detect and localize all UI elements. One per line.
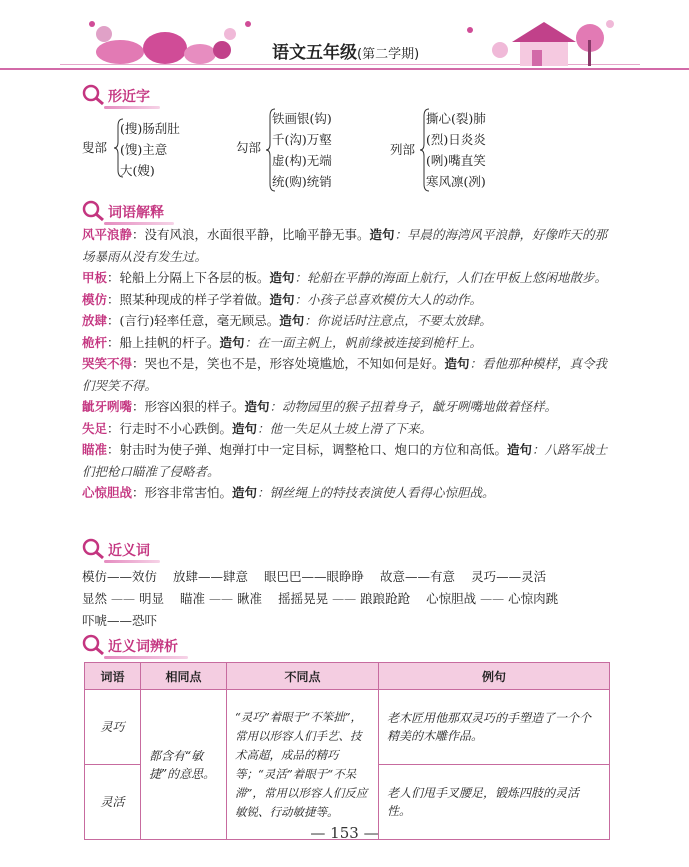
example-sentence: ：轮船在平静的海面上航行，人们在甲板上悠闲地散步。 [294, 270, 608, 285]
example-marker: 造句 [232, 485, 258, 500]
example-sentence: ：你说话时注意点，不要太放肆。 [304, 313, 492, 328]
synonym-pair: 吓唬——恐吓 [82, 613, 158, 628]
table-cell-word: 灵活 [85, 765, 141, 840]
example-sentence: ：小孩子总喜欢模仿大人的动作。 [294, 291, 483, 307]
example-marker: 造句 [219, 334, 245, 350]
glossary-entry [82, 439, 608, 482]
table-cell-word: 灵巧 [85, 690, 141, 765]
example-marker: 造句 [507, 442, 533, 457]
glossary-entry [82, 289, 608, 311]
example-marker: 造句 [269, 291, 295, 307]
synonym-pair: 心惊肉跳 [508, 590, 559, 606]
glossary-definition: ：射击时为使子弹、炮弹打中一定目标，调整枪口、炮口的方位和高低。 [107, 442, 508, 457]
synonym-pair: 踉踉跄跄 [360, 590, 411, 606]
synonym-pair: 眼巴巴——眼睁睁 [264, 569, 365, 584]
example-sentence: ：动物园里的猴子扭着身子，龇牙咧嘴地做着怪样。 [269, 399, 558, 414]
example-marker: 造句 [269, 270, 295, 285]
column-header: 词语 [85, 663, 141, 690]
glossary-entry [82, 267, 608, 289]
radical-label: 列部 [390, 142, 416, 157]
synonym-row [82, 566, 612, 588]
glossary-term: 瞄准 [82, 442, 108, 457]
synonym-list [82, 566, 612, 632]
glossary-definition: ：没有风浪，水面很平静，比喻平静无事。 [132, 227, 370, 242]
near-char-word: 统(购)统销 [272, 174, 332, 189]
glossary-definition: ：(言行)轻率任意，毫无顾忌。 [107, 313, 280, 328]
glossary-term: 桅杆 [82, 334, 108, 350]
glossary-term: 哭笑不得 [82, 356, 133, 371]
glossary-definition: ：行走时不小心跌倒。 [107, 420, 233, 436]
example-marker: 造句 [244, 399, 270, 414]
magnifier-icon [82, 84, 106, 106]
example-sentence: ：看他那种模样，真令我们哭笑不得。 [82, 356, 608, 393]
table-row [85, 690, 610, 765]
glossary-entry [82, 482, 608, 504]
section-title: 词语解释 [108, 202, 164, 222]
glossary-definition: ：形容凶狠的样子。 [132, 399, 245, 414]
glossary-entry [82, 310, 608, 332]
glossary-list [82, 224, 608, 504]
near-char-word: 撕心(裂)肺 [426, 111, 486, 126]
example-sentence: ：在一面主帆上，帆前缘被连接到桅杆上。 [244, 334, 483, 350]
synonym-pair: 灵巧——灵活 [471, 569, 547, 584]
glossary-term: 心惊胆战 [82, 485, 133, 500]
column-header: 例句 [379, 663, 610, 690]
example-sentence: ：早晨的海湾风平浪静，好像昨天的那场暴雨从没有发生过。 [82, 227, 608, 264]
glossary-term: 风平浪静 [82, 227, 133, 242]
synonym-pair: 瞅准 [237, 590, 263, 606]
glossary-entry [82, 224, 608, 267]
synonym-row: 显然 —— 明显 瞄准 —— 瞅准 摇摇晃晃 —— 踉踉跄跄 心惊胆战 —— 心惊肉跳 [82, 590, 559, 606]
page-header [0, 0, 689, 80]
section-title: 近义词 [108, 540, 150, 560]
page-number: — 153 — [310, 824, 379, 842]
table-header-row [85, 663, 610, 690]
glossary-term: 模仿 [82, 291, 108, 307]
glossary-entry [82, 332, 608, 354]
book-title: 语文五年级(第二学期) [272, 43, 420, 63]
table-cell-diff: “灵巧”着眼于“不笨拙”，常用以形容人们手艺、技术高超，成品的精巧等；“灵活”着眼于“不呆滞”，常用以形容人们反应敏锐、行动敏捷等。 [227, 690, 379, 840]
near-char-word: (烈)日炎炎 [426, 132, 486, 147]
near-char-word: (咧)嘴直笑 [426, 153, 486, 168]
near-char-word: 寒风凛(冽) [426, 174, 486, 189]
near-char-word: (馊)主意 [120, 142, 168, 157]
near-char-word: 大(嫂) [120, 163, 155, 178]
glossary-entry [82, 353, 608, 396]
section-title: 形近字 [108, 86, 150, 106]
example-marker: 造句 [279, 313, 305, 328]
synonym-pair: 显然 [82, 590, 108, 606]
synonym-pair: 明显 [139, 590, 165, 606]
glossary-entry [82, 418, 608, 440]
radical-label: 勾部 [236, 140, 262, 155]
example-sentence: ：钢丝绳上的特技表演使人看得心惊胆战。 [257, 485, 495, 500]
table-cell-common: 都含有“敏捷”的意思。 [141, 690, 227, 840]
table-cell-example: 老木匠用他那双灵巧的手塑造了一个个精美的木雕作品。 [379, 690, 610, 765]
example-marker: 造句 [444, 356, 470, 371]
section-title: 近义词辨析 [108, 636, 178, 656]
synonym-pair: 摇摇晃晃 [278, 590, 329, 606]
magnifier-icon [82, 538, 106, 560]
synonym-pair: 模仿——效仿 [82, 569, 158, 584]
radical-label: 叟部 [82, 140, 108, 155]
glossary-term: 失足 [82, 420, 108, 436]
example-sentence: ：八路军战士们把枪口瞄准了侵略者。 [82, 442, 608, 479]
glossary-term: 龇牙咧嘴 [82, 399, 133, 414]
glossary-definition: ：船上挂帆的杆子。 [107, 334, 220, 350]
column-header: 不同点 [227, 663, 379, 690]
synonym-pair: 放肆——肆意 [173, 569, 249, 584]
synonym-pair: 故意——有意 [380, 569, 456, 584]
synonym-pair: 心惊胆战 [426, 590, 477, 606]
magnifier-icon [82, 634, 106, 656]
synonym-pair: 瞄准 [180, 590, 206, 606]
near-char-word: 铁画银(钩) [272, 111, 332, 126]
column-header: 相同点 [141, 663, 227, 690]
near-char-word: (搜)肠刮肚 [120, 121, 180, 136]
glossary-definition: ：照某种现成的样子学着做。 [107, 291, 270, 307]
glossary-definition: ：形容非常害怕。 [132, 485, 233, 500]
example-sentence: ：他一失足从土坡上滑了下来。 [257, 420, 433, 436]
glossary-definition: ：哭也不是，笑也不是，形容处境尴尬，不知如何是好。 [132, 356, 445, 371]
glossary-entry [82, 396, 608, 418]
near-char-word: 千(沟)万壑 [272, 132, 332, 147]
example-marker: 造句 [369, 227, 395, 242]
near-char-word: 虚(构)无端 [272, 153, 332, 168]
glossary-term: 放肆 [82, 313, 108, 328]
synonym-row [82, 610, 612, 632]
magnifier-icon [82, 200, 106, 222]
example-marker: 造句 [232, 420, 258, 436]
synonym-comparison-table [84, 662, 610, 840]
glossary-term: 甲板 [82, 270, 108, 285]
glossary-definition: ：轮船上分隔上下各层的板。 [107, 270, 270, 285]
table-cell-example: 老人们甩手叉腰足，锻炼四肢的灵活性。 [379, 765, 610, 840]
